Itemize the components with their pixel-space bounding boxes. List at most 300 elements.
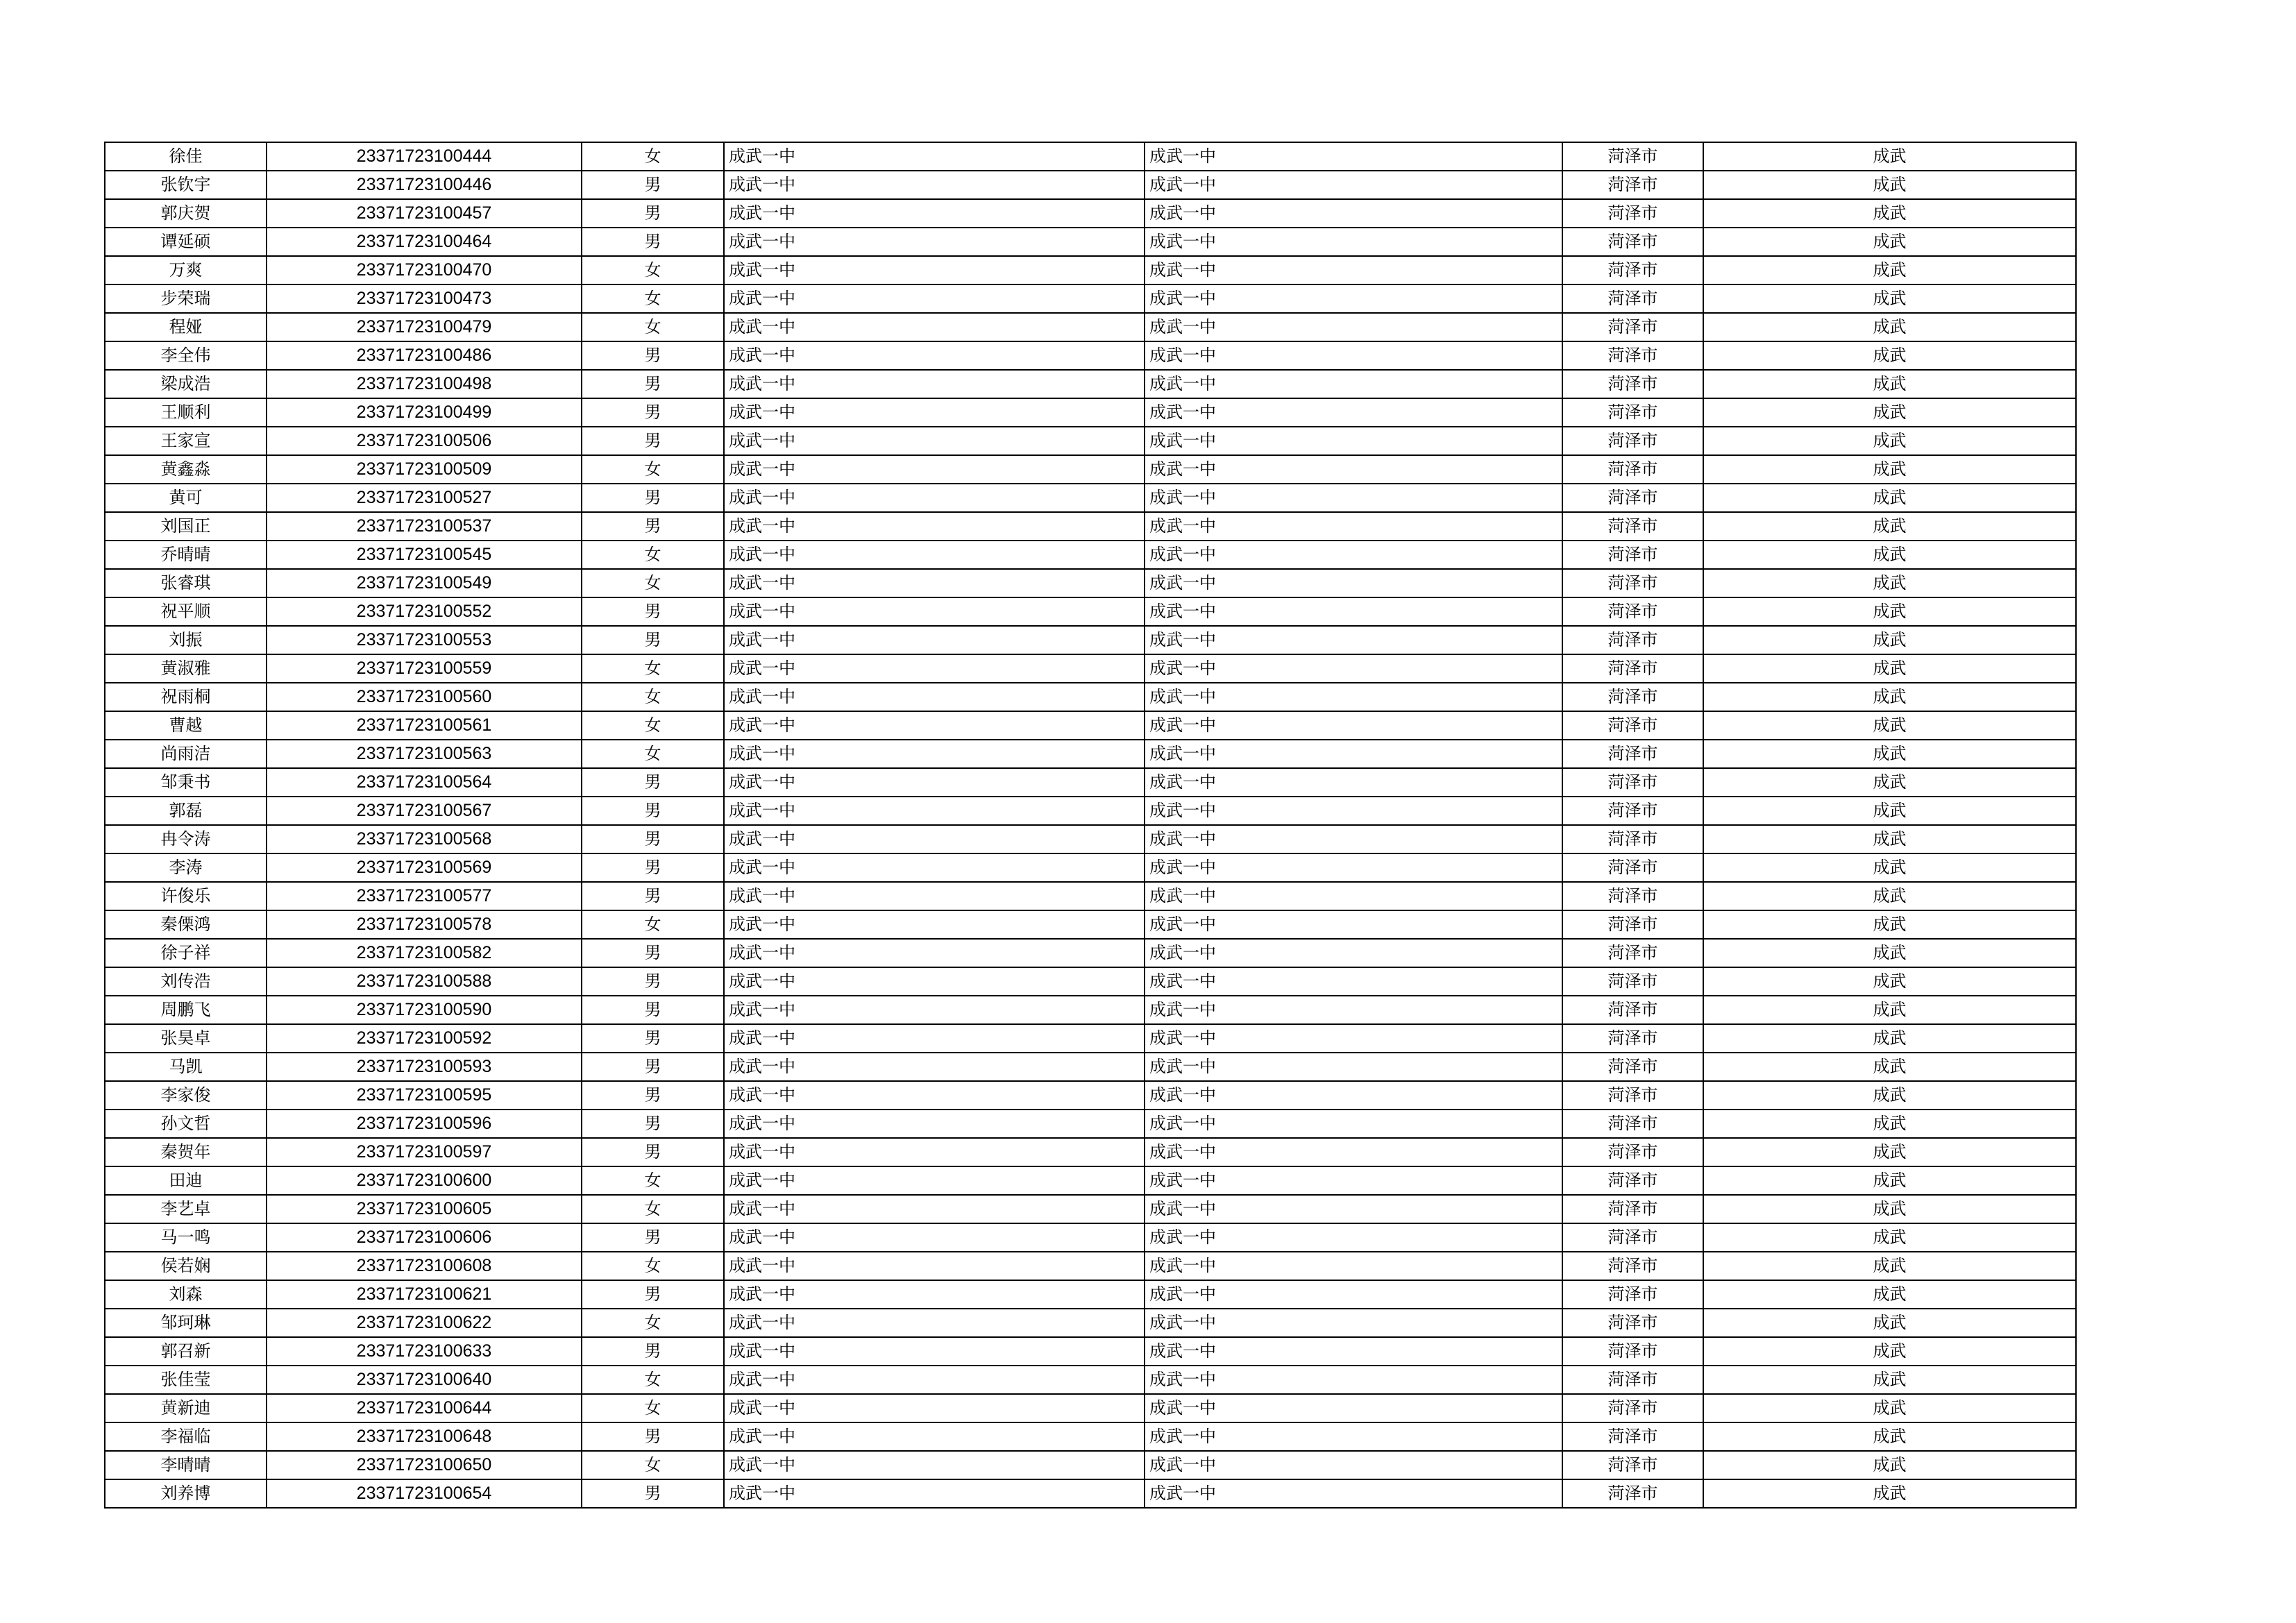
city-cell: 菏泽市	[1562, 171, 1703, 199]
exam-id-cell: 23371723100499	[267, 398, 582, 427]
exam-id-cell: 23371723100549	[267, 569, 582, 597]
table-row	[105, 171, 2076, 199]
gender-cell: 女	[582, 654, 724, 683]
unit-cell: 成武一中	[1145, 683, 1562, 711]
student-name-cell: 李福临	[105, 1422, 267, 1451]
exam-id-cell: 23371723100446	[267, 171, 582, 199]
county-cell: 成武	[1703, 171, 2076, 199]
table-row	[105, 626, 2076, 654]
gender-cell: 男	[582, 996, 724, 1024]
city-cell: 菏泽市	[1562, 427, 1703, 455]
school-cell: 成武一中	[724, 569, 1145, 597]
unit-cell: 成武一中	[1145, 967, 1562, 996]
gender-cell: 男	[582, 427, 724, 455]
gender-cell: 女	[582, 1366, 724, 1394]
unit-cell: 成武一中	[1145, 142, 1562, 171]
student-name-cell: 李涛	[105, 853, 267, 882]
school-cell: 成武一中	[724, 1138, 1145, 1166]
student-name-cell: 郭庆贺	[105, 199, 267, 228]
unit-cell: 成武一中	[1145, 597, 1562, 626]
city-cell: 菏泽市	[1562, 541, 1703, 569]
student-name-cell: 王顺利	[105, 398, 267, 427]
gender-cell: 女	[582, 541, 724, 569]
school-cell: 成武一中	[724, 1166, 1145, 1195]
school-cell: 成武一中	[724, 284, 1145, 313]
exam-id-cell: 23371723100553	[267, 626, 582, 654]
gender-cell: 男	[582, 341, 724, 370]
student-name-cell: 田迪	[105, 1166, 267, 1195]
city-cell: 菏泽市	[1562, 683, 1703, 711]
county-cell: 成武	[1703, 711, 2076, 740]
unit-cell: 成武一中	[1145, 1451, 1562, 1479]
table-row	[105, 1479, 2076, 1508]
school-cell: 成武一中	[724, 1024, 1145, 1053]
unit-cell: 成武一中	[1145, 427, 1562, 455]
gender-cell: 男	[582, 825, 724, 853]
student-name-cell: 祝雨桐	[105, 683, 267, 711]
unit-cell: 成武一中	[1145, 939, 1562, 967]
gender-cell: 女	[582, 1195, 724, 1223]
school-cell: 成武一中	[724, 1195, 1145, 1223]
gender-cell: 男	[582, 1337, 724, 1366]
student-name-cell: 李艺卓	[105, 1195, 267, 1223]
city-cell: 菏泽市	[1562, 1166, 1703, 1195]
county-cell: 成武	[1703, 853, 2076, 882]
table-row	[105, 654, 2076, 683]
table-row	[105, 1138, 2076, 1166]
unit-cell: 成武一中	[1145, 1053, 1562, 1081]
school-cell: 成武一中	[724, 882, 1145, 910]
exam-id-cell: 23371723100509	[267, 455, 582, 484]
unit-cell: 成武一中	[1145, 341, 1562, 370]
table-row	[105, 199, 2076, 228]
exam-id-cell: 23371723100457	[267, 199, 582, 228]
unit-cell: 成武一中	[1145, 228, 1562, 256]
gender-cell: 男	[582, 967, 724, 996]
unit-cell: 成武一中	[1145, 398, 1562, 427]
city-cell: 菏泽市	[1562, 910, 1703, 939]
gender-cell: 女	[582, 455, 724, 484]
school-cell: 成武一中	[724, 683, 1145, 711]
exam-id-cell: 23371723100597	[267, 1138, 582, 1166]
county-cell: 成武	[1703, 1223, 2076, 1252]
unit-cell: 成武一中	[1145, 740, 1562, 768]
city-cell: 菏泽市	[1562, 1280, 1703, 1309]
exam-id-cell: 23371723100498	[267, 370, 582, 398]
city-cell: 菏泽市	[1562, 1053, 1703, 1081]
unit-cell: 成武一中	[1145, 654, 1562, 683]
table-row	[105, 797, 2076, 825]
exam-id-cell: 23371723100470	[267, 256, 582, 284]
city-cell: 菏泽市	[1562, 1309, 1703, 1337]
city-cell: 菏泽市	[1562, 1024, 1703, 1053]
gender-cell: 男	[582, 171, 724, 199]
unit-cell: 成武一中	[1145, 825, 1562, 853]
exam-id-cell: 23371723100592	[267, 1024, 582, 1053]
county-cell: 成武	[1703, 1337, 2076, 1366]
student-name-cell: 步荣瑞	[105, 284, 267, 313]
county-cell: 成武	[1703, 1479, 2076, 1508]
school-cell: 成武一中	[724, 711, 1145, 740]
unit-cell: 成武一中	[1145, 370, 1562, 398]
student-name-cell: 刘传浩	[105, 967, 267, 996]
exam-id-cell: 23371723100606	[267, 1223, 582, 1252]
school-cell: 成武一中	[724, 256, 1145, 284]
gender-cell: 男	[582, 1110, 724, 1138]
county-cell: 成武	[1703, 1024, 2076, 1053]
county-cell: 成武	[1703, 910, 2076, 939]
table-row	[105, 683, 2076, 711]
school-cell: 成武一中	[724, 597, 1145, 626]
unit-cell: 成武一中	[1145, 996, 1562, 1024]
county-cell: 成武	[1703, 1081, 2076, 1110]
county-cell: 成武	[1703, 740, 2076, 768]
city-cell: 菏泽市	[1562, 882, 1703, 910]
county-cell: 成武	[1703, 569, 2076, 597]
unit-cell: 成武一中	[1145, 171, 1562, 199]
city-cell: 菏泽市	[1562, 228, 1703, 256]
school-cell: 成武一中	[724, 1110, 1145, 1138]
table-row	[105, 996, 2076, 1024]
unit-cell: 成武一中	[1145, 768, 1562, 797]
school-cell: 成武一中	[724, 1394, 1145, 1422]
gender-cell: 女	[582, 1166, 724, 1195]
unit-cell: 成武一中	[1145, 1280, 1562, 1309]
county-cell: 成武	[1703, 1110, 2076, 1138]
gender-cell: 女	[582, 284, 724, 313]
table-row	[105, 512, 2076, 541]
table-row	[105, 427, 2076, 455]
exam-id-cell: 23371723100588	[267, 967, 582, 996]
city-cell: 菏泽市	[1562, 1223, 1703, 1252]
gender-cell: 男	[582, 228, 724, 256]
county-cell: 成武	[1703, 1280, 2076, 1309]
gender-cell: 男	[582, 1081, 724, 1110]
gender-cell: 女	[582, 1309, 724, 1337]
table-row	[105, 825, 2076, 853]
table-row	[105, 370, 2076, 398]
student-name-cell: 乔晴晴	[105, 541, 267, 569]
exam-id-cell: 23371723100600	[267, 1166, 582, 1195]
city-cell: 菏泽市	[1562, 768, 1703, 797]
school-cell: 成武一中	[724, 996, 1145, 1024]
table-row	[105, 1081, 2076, 1110]
student-name-cell: 侯若娴	[105, 1252, 267, 1280]
table-row	[105, 398, 2076, 427]
city-cell: 菏泽市	[1562, 455, 1703, 484]
exam-id-cell: 23371723100596	[267, 1110, 582, 1138]
student-name-cell: 孙文哲	[105, 1110, 267, 1138]
county-cell: 成武	[1703, 1053, 2076, 1081]
county-cell: 成武	[1703, 1422, 2076, 1451]
unit-cell: 成武一中	[1145, 1422, 1562, 1451]
county-cell: 成武	[1703, 341, 2076, 370]
student-name-cell: 秦贺年	[105, 1138, 267, 1166]
city-cell: 菏泽市	[1562, 654, 1703, 683]
student-name-cell: 郭召新	[105, 1337, 267, 1366]
table-row	[105, 740, 2076, 768]
unit-cell: 成武一中	[1145, 853, 1562, 882]
unit-cell: 成武一中	[1145, 1166, 1562, 1195]
unit-cell: 成武一中	[1145, 569, 1562, 597]
school-cell: 成武一中	[724, 768, 1145, 797]
unit-cell: 成武一中	[1145, 1195, 1562, 1223]
student-name-cell: 李晴晴	[105, 1451, 267, 1479]
city-cell: 菏泽市	[1562, 199, 1703, 228]
county-cell: 成武	[1703, 626, 2076, 654]
gender-cell: 男	[582, 882, 724, 910]
city-cell: 菏泽市	[1562, 1366, 1703, 1394]
city-cell: 菏泽市	[1562, 996, 1703, 1024]
school-cell: 成武一中	[724, 512, 1145, 541]
gender-cell: 男	[582, 853, 724, 882]
student-name-cell: 黄淑雅	[105, 654, 267, 683]
city-cell: 菏泽市	[1562, 256, 1703, 284]
city-cell: 菏泽市	[1562, 1337, 1703, 1366]
student-name-cell: 王家宣	[105, 427, 267, 455]
city-cell: 菏泽市	[1562, 853, 1703, 882]
unit-cell: 成武一中	[1145, 199, 1562, 228]
student-name-cell: 周鹏飞	[105, 996, 267, 1024]
county-cell: 成武	[1703, 455, 2076, 484]
student-name-cell: 许俊乐	[105, 882, 267, 910]
school-cell: 成武一中	[724, 171, 1145, 199]
school-cell: 成武一中	[724, 427, 1145, 455]
exam-id-cell: 23371723100640	[267, 1366, 582, 1394]
school-cell: 成武一中	[724, 967, 1145, 996]
county-cell: 成武	[1703, 199, 2076, 228]
county-cell: 成武	[1703, 1138, 2076, 1166]
student-name-cell: 刘森	[105, 1280, 267, 1309]
student-name-cell: 黄可	[105, 484, 267, 512]
school-cell: 成武一中	[724, 370, 1145, 398]
county-cell: 成武	[1703, 142, 2076, 171]
exam-id-cell: 23371723100444	[267, 142, 582, 171]
table-row	[105, 939, 2076, 967]
exam-id-cell: 23371723100621	[267, 1280, 582, 1309]
city-cell: 菏泽市	[1562, 825, 1703, 853]
city-cell: 菏泽市	[1562, 797, 1703, 825]
school-cell: 成武一中	[724, 654, 1145, 683]
exam-id-cell: 23371723100577	[267, 882, 582, 910]
county-cell: 成武	[1703, 284, 2076, 313]
county-cell: 成武	[1703, 967, 2076, 996]
exam-id-cell: 23371723100506	[267, 427, 582, 455]
student-name-cell: 张睿琪	[105, 569, 267, 597]
table-row	[105, 1422, 2076, 1451]
gender-cell: 女	[582, 711, 724, 740]
gender-cell: 男	[582, 370, 724, 398]
city-cell: 菏泽市	[1562, 1479, 1703, 1508]
unit-cell: 成武一中	[1145, 882, 1562, 910]
city-cell: 菏泽市	[1562, 939, 1703, 967]
gender-cell: 男	[582, 199, 724, 228]
unit-cell: 成武一中	[1145, 484, 1562, 512]
school-cell: 成武一中	[724, 541, 1145, 569]
student-name-cell: 郭磊	[105, 797, 267, 825]
school-cell: 成武一中	[724, 910, 1145, 939]
student-name-cell: 马一鸣	[105, 1223, 267, 1252]
city-cell: 菏泽市	[1562, 1195, 1703, 1223]
county-cell: 成武	[1703, 1166, 2076, 1195]
student-name-cell: 马凯	[105, 1053, 267, 1081]
school-cell: 成武一中	[724, 313, 1145, 341]
school-cell: 成武一中	[724, 797, 1145, 825]
city-cell: 菏泽市	[1562, 484, 1703, 512]
student-name-cell: 张钦宇	[105, 171, 267, 199]
city-cell: 菏泽市	[1562, 512, 1703, 541]
student-name-cell: 秦傈鸿	[105, 910, 267, 939]
student-name-cell: 祝平顺	[105, 597, 267, 626]
student-name-cell: 徐佳	[105, 142, 267, 171]
table-row	[105, 882, 2076, 910]
table-row	[105, 1024, 2076, 1053]
county-cell: 成武	[1703, 1195, 2076, 1223]
table-row	[105, 711, 2076, 740]
exam-id-cell: 23371723100537	[267, 512, 582, 541]
school-cell: 成武一中	[724, 1422, 1145, 1451]
table-row	[105, 541, 2076, 569]
student-name-cell: 李家俊	[105, 1081, 267, 1110]
table-row	[105, 1366, 2076, 1394]
county-cell: 成武	[1703, 654, 2076, 683]
gender-cell: 女	[582, 910, 724, 939]
gender-cell: 男	[582, 597, 724, 626]
unit-cell: 成武一中	[1145, 1081, 1562, 1110]
city-cell: 菏泽市	[1562, 711, 1703, 740]
unit-cell: 成武一中	[1145, 1223, 1562, 1252]
unit-cell: 成武一中	[1145, 313, 1562, 341]
city-cell: 菏泽市	[1562, 1138, 1703, 1166]
exam-id-cell: 23371723100563	[267, 740, 582, 768]
county-cell: 成武	[1703, 1366, 2076, 1394]
exam-id-cell: 23371723100479	[267, 313, 582, 341]
table-row	[105, 313, 2076, 341]
city-cell: 菏泽市	[1562, 1081, 1703, 1110]
city-cell: 菏泽市	[1562, 967, 1703, 996]
table-row	[105, 1195, 2076, 1223]
student-name-cell: 万爽	[105, 256, 267, 284]
exam-id-cell: 23371723100633	[267, 1337, 582, 1366]
county-cell: 成武	[1703, 398, 2076, 427]
exam-id-cell: 23371723100464	[267, 228, 582, 256]
city-cell: 菏泽市	[1562, 626, 1703, 654]
gender-cell: 女	[582, 256, 724, 284]
school-cell: 成武一中	[724, 740, 1145, 768]
exam-id-cell: 23371723100590	[267, 996, 582, 1024]
table-row	[105, 569, 2076, 597]
student-name-cell: 邹珂琳	[105, 1309, 267, 1337]
gender-cell: 男	[582, 1138, 724, 1166]
city-cell: 菏泽市	[1562, 1451, 1703, 1479]
gender-cell: 男	[582, 1479, 724, 1508]
county-cell: 成武	[1703, 370, 2076, 398]
table-row	[105, 256, 2076, 284]
exam-id-cell: 23371723100564	[267, 768, 582, 797]
exam-id-cell: 23371723100650	[267, 1451, 582, 1479]
student-name-cell: 邹秉书	[105, 768, 267, 797]
gender-cell: 女	[582, 740, 724, 768]
table-row	[105, 1451, 2076, 1479]
gender-cell: 男	[582, 1422, 724, 1451]
unit-cell: 成武一中	[1145, 1309, 1562, 1337]
exam-id-cell: 23371723100567	[267, 797, 582, 825]
gender-cell: 女	[582, 683, 724, 711]
city-cell: 菏泽市	[1562, 597, 1703, 626]
unit-cell: 成武一中	[1145, 541, 1562, 569]
table-row	[105, 1053, 2076, 1081]
gender-cell: 男	[582, 797, 724, 825]
city-cell: 菏泽市	[1562, 1394, 1703, 1422]
student-name-cell: 曹越	[105, 711, 267, 740]
county-cell: 成武	[1703, 427, 2076, 455]
school-cell: 成武一中	[724, 398, 1145, 427]
county-cell: 成武	[1703, 1451, 2076, 1479]
gender-cell: 女	[582, 1451, 724, 1479]
unit-cell: 成武一中	[1145, 1138, 1562, 1166]
gender-cell: 男	[582, 1053, 724, 1081]
gender-cell: 女	[582, 142, 724, 171]
county-cell: 成武	[1703, 256, 2076, 284]
table-row	[105, 1166, 2076, 1195]
table-row	[105, 341, 2076, 370]
unit-cell: 成武一中	[1145, 1394, 1562, 1422]
unit-cell: 成武一中	[1145, 1110, 1562, 1138]
school-cell: 成武一中	[724, 939, 1145, 967]
school-cell: 成武一中	[724, 1366, 1145, 1394]
gender-cell: 女	[582, 1252, 724, 1280]
unit-cell: 成武一中	[1145, 1252, 1562, 1280]
county-cell: 成武	[1703, 313, 2076, 341]
table-body	[105, 142, 2076, 1508]
student-name-cell: 张昊卓	[105, 1024, 267, 1053]
table-row	[105, 142, 2076, 171]
city-cell: 菏泽市	[1562, 313, 1703, 341]
school-cell: 成武一中	[724, 1280, 1145, 1309]
exam-id-cell: 23371723100473	[267, 284, 582, 313]
county-cell: 成武	[1703, 825, 2076, 853]
unit-cell: 成武一中	[1145, 1366, 1562, 1394]
school-cell: 成武一中	[724, 484, 1145, 512]
city-cell: 菏泽市	[1562, 398, 1703, 427]
student-name-cell: 黄新迪	[105, 1394, 267, 1422]
table-row	[105, 967, 2076, 996]
gender-cell: 男	[582, 1223, 724, 1252]
school-cell: 成武一中	[724, 1081, 1145, 1110]
school-cell: 成武一中	[724, 1479, 1145, 1508]
table-row	[105, 1309, 2076, 1337]
student-name-cell: 刘振	[105, 626, 267, 654]
table-row	[105, 1223, 2076, 1252]
gender-cell: 男	[582, 626, 724, 654]
city-cell: 菏泽市	[1562, 569, 1703, 597]
student-name-cell: 刘国正	[105, 512, 267, 541]
table-row	[105, 284, 2076, 313]
exam-id-cell: 23371723100608	[267, 1252, 582, 1280]
gender-cell: 女	[582, 1394, 724, 1422]
table-row	[105, 1252, 2076, 1280]
exam-id-cell: 23371723100644	[267, 1394, 582, 1422]
table-row	[105, 1337, 2076, 1366]
student-name-cell: 李全伟	[105, 341, 267, 370]
student-name-cell: 梁成浩	[105, 370, 267, 398]
city-cell: 菏泽市	[1562, 284, 1703, 313]
unit-cell: 成武一中	[1145, 1479, 1562, 1508]
table-row	[105, 1110, 2076, 1138]
unit-cell: 成武一中	[1145, 256, 1562, 284]
school-cell: 成武一中	[724, 341, 1145, 370]
school-cell: 成武一中	[724, 1252, 1145, 1280]
